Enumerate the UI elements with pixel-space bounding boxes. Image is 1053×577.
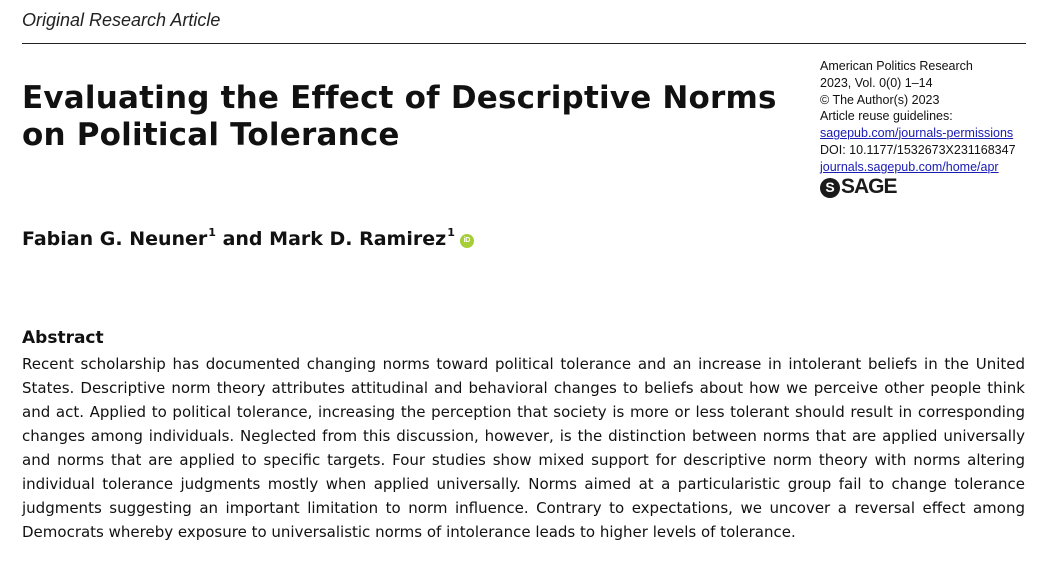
header-rule xyxy=(22,43,1026,44)
permissions-link[interactable]: sagepub.com/journals-permissions xyxy=(820,126,1014,141)
abstract-heading: Abstract xyxy=(22,328,104,348)
article-type-label: Original Research Article xyxy=(22,10,221,30)
doi-line: DOI: 10.1177/1532673X231168347 xyxy=(820,142,1016,157)
journal-name: American Politics Research xyxy=(820,59,973,73)
orcid-icon[interactable]: iD xyxy=(460,234,474,248)
reuse-label: Article reuse guidelines: xyxy=(820,109,953,124)
abstract-text: Recent scholarship has documented changing norms toward political tolerance and an increase in intolerant beliefs in the United States. Descriptive norm theory attributes attitudinal and behavioral changes to beliefs about how we perceive other people think and act. Applied to political tolerance, increasing the perception that society is more or less tolerant should result in corresponding changes among individuals. Neglected from this discussion, however, is the distinction between norms that are applied universally and norms that are applied to specific targets. Four studies show mixed support for descriptive norm theory with norms altering individual tolerance judgments mostly when applied universally. Norms aimed at a particularistic group fail to change tolerance judgments suggesting an important limitation to norm influence. Contrary to expectations, we uncover a reversal effect among Democrats whereby exposure to universalistic norms of intolerance leads to higher levels of tolerance. xyxy=(22,355,1025,541)
affiliation-marker: 1 xyxy=(447,226,455,239)
author-conjunction: and xyxy=(222,228,263,250)
affiliation-marker: 1 xyxy=(208,226,216,239)
journal-info xyxy=(820,58,1050,198)
author-name: Fabian G. Neuner xyxy=(22,228,208,250)
author-name: Mark D. Ramirez xyxy=(269,228,447,250)
sage-logo-text: SAGE xyxy=(841,175,897,199)
volume-line: 2023, Vol. 0(0) 1–14 xyxy=(820,75,933,90)
author-list xyxy=(22,228,474,250)
sage-logo xyxy=(820,175,1050,199)
sage-logo-mark-icon: S xyxy=(820,178,840,198)
copyright-line: © The Author(s) 2023 xyxy=(820,92,940,107)
article-title: Evaluating the Effect of Descriptive Norms on Political Tolerance xyxy=(22,80,777,153)
journal-home-link[interactable]: journals.sagepub.com/home/apr xyxy=(820,159,999,174)
